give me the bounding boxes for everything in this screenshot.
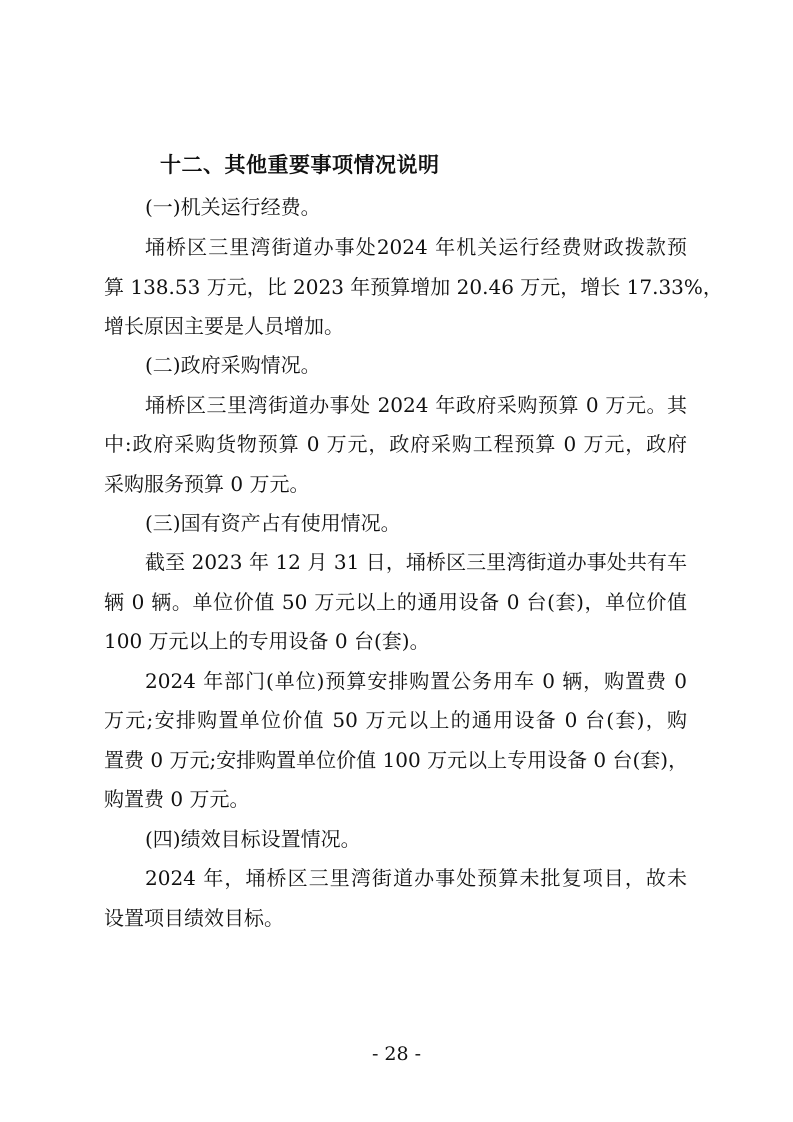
paragraph-line: 埇桥区三里湾街道办事处 2024 年政府采购预算 0 万元。其 (145, 393, 687, 417)
paragraph-line: 2024 年，埇桥区三里湾街道办事处预算未批复项目，故未 (145, 866, 687, 890)
paragraph-line: 算 138.53 万元，比 2023 年预算增加 20.46 万元，增长 17.33%， (104, 275, 723, 299)
section-heading: 十二、其他重要事项情况说明 (160, 153, 440, 177)
paragraph-line: 埇桥区三里湾街道办事处2024 年机关运行经费财政拨款预 (145, 235, 687, 259)
page-number: - 28 - (371, 1043, 422, 1065)
paragraph-line: 辆 0 辆。单位价值 50 万元以上的通用设备 0 台(套)，单位价值 (104, 590, 687, 614)
paragraph-line: 置费 0 万元;安排购置单位价值 100 万元以上专用设备 0 台(套)， (104, 748, 689, 772)
paragraph-line: 100 万元以上的专用设备 0 台(套)。 (104, 629, 430, 653)
paragraph-line: 万元;安排购置单位价值 50 万元以上的通用设备 0 台(套)，购 (104, 708, 687, 732)
paragraph-line: 设置项目绩效目标。 (104, 906, 284, 930)
subsection-title-1: (一)机关运行经费。 (145, 195, 321, 219)
paragraph-line: 中:政府采购货物预算 0 万元，政府采购工程预算 0 万元，政府 (104, 432, 687, 456)
subsection-title-3: (三)国有资产占有使用情况。 (145, 511, 401, 535)
subsection-title-4: (四)绩效目标设置情况。 (145, 827, 361, 851)
paragraph-line: 购置费 0 万元。 (104, 787, 250, 811)
subsection-title-2: (二)政府采购情况。 (145, 353, 321, 377)
paragraph-line: 增长原因主要是人员增加。 (104, 314, 344, 338)
paragraph-line: 采购服务预算 0 万元。 (104, 472, 310, 496)
paragraph-line: 截至 2023 年 12 月 31 日，埇桥区三里湾街道办事处共有车 (145, 550, 687, 574)
paragraph-line: 2024 年部门(单位)预算安排购置公务用车 0 辆，购置费 0 (145, 669, 687, 693)
